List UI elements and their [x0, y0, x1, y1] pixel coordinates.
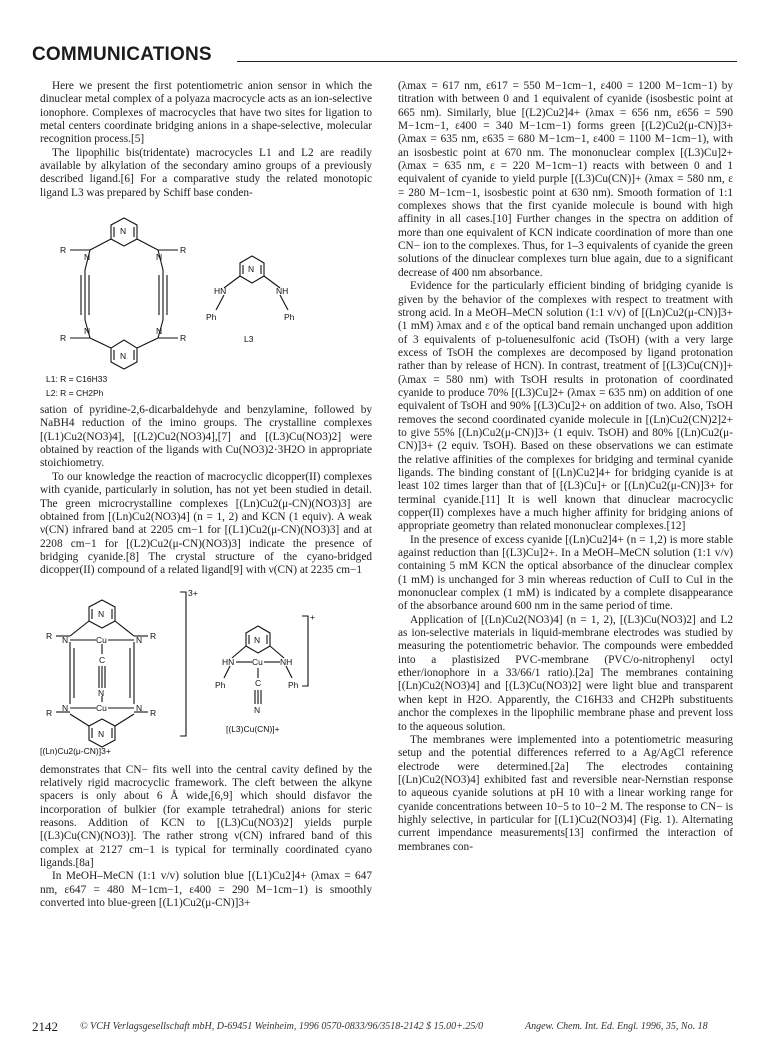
atom-label: N	[62, 702, 69, 713]
atom-label: HN	[222, 656, 235, 667]
atom-label: N	[254, 704, 261, 715]
ligand-definition-L2: L2: R = CH2Ph	[46, 388, 104, 399]
atom-label: N	[156, 326, 163, 337]
phenyl-label: Ph	[288, 679, 299, 690]
paragraph: To our knowledge the reaction of macrocyclic dicopper(II) complexes with cyanide, particularly in solution, has not yet been studied in detail. The green microcrystalline complexes [(Ln)Cu2(μ-CN)(NO3)3] are obtained from [(Ln)Cu2(NO3)4] (n = 1, 2) and KCN (1 equiv). A weak ν(CN) infrared band at 2205 cm−1 for [(L1)Cu2(μ-CN)(NO3)3] and at 2208 cm−1 for [(L2)Cu2(μ-CN)(NO3)3] indicate the presence of bridging cyanide.[8] The crystal structure of the cyano-bridged dicopper(II) compound of a related ligand[9] with ν(CN) at 2235 cm−1	[40, 470, 372, 577]
paragraph: Evidence for the particularly efficient binding of bridging cyanide is given by the behavior of the complexes with respect to treatment with strong acid. In a MeOH–MeCN solution (1:1 v/v) of [(Ln)Cu2(μ-CN)]3+ (1 mM) λmax and ε of the optical band remain unchanged upon addition of 3 equivalents of p-toluenesulfonic acid (TsOH) (with a very large excess of TsOH the complexes are decomposed by ligand protonation rather than by release of HCN). In contrast, treatment of [(L3)Cu(CN)]+ (λmax = 580 nm) with TsOH results in protonation of coordinated cyanide to produce 70% [(L3)Cu]2+ (λmax = 635 nm) on addition of one equivalent of TsOH and 90% [(L3)Cu]2+ on addition of two. Also, TsOH removes the second coordinated cyanide molecule in [(Ln)Cu2(CN)2]2+ to give 55% [(Ln)Cu2(μ-CN)]3+ (1 equiv. TsOH) and 80% [(Ln)Cu2(μ-CN)]3+ (2 equiv. TsOH). Based on these observations we can estimate the relative affinities of the complexes for bridging and terminal cyanide ligands. The binding constant of [(Ln)Cu2]4+ for bridging cyanide is at least 102 times larger than that of [(L3)Cu]+ or [(Ln)Cu2(μ-CN)]3+ for terminal cyanide.[11] It is well known that dinuclear macrocyclic copper(II) complexes have a much higher affinity for bridging anions of appropriate geometry than related mononuclear complexes.[12]	[398, 280, 733, 533]
page-number: 2142	[32, 1019, 58, 1034]
atom-label: N	[84, 326, 91, 337]
ligand-structures-figure	[40, 210, 372, 400]
paragraph: Here we present the first potentiometric anion sensor in which the dinuclear metal complex of a polyaza macrocycle acts as an ion-selective ionophore. Complexes of macrocycles that have two sites for ligation to metal centers coordinate bridging anions in a shape-selective, molecular recognition process.[5]	[40, 80, 372, 146]
left-column	[40, 80, 372, 910]
phenyl-label: Ph	[206, 312, 217, 323]
complex-caption: [(Ln)Cu2(μ-CN)]3+	[40, 745, 111, 756]
r-group-label: R	[180, 245, 187, 256]
atom-label: N	[98, 687, 105, 698]
atom-label: N	[156, 252, 163, 263]
phenyl-label: Ph	[284, 312, 295, 323]
r-group-label: R	[60, 333, 67, 344]
ligand-label-L3: L3	[244, 334, 254, 345]
r-group-label: R	[150, 707, 157, 718]
paragraph: Application of [(Ln)Cu2(NO3)4] (n = 1, 2), [(L3)Cu(NO3)2] and L2 as ion-selective materials in liquid-membrane electrodes was studied by measuring the potentiometric behavior. The compounds were embedded into a plastisized PVC-membrane (PVC/o-nitrophenyl octyl ether/ionophore in a 33/66/1 ratio).[2a] The membranes containing [(Ln)Cu2(NO3)4] and [(L3)Cu(NO3)2] were light blue and transparent when kept in H2O. Apparently, the C16H33 and CH2Ph substituents anchor the complexes in the lipophilic membrane phase and prevent loss to the aqueous solution.	[398, 613, 733, 733]
atom-label: HN	[214, 286, 227, 297]
atom-label: N	[136, 634, 143, 645]
phenyl-label: Ph	[215, 679, 226, 690]
r-group-label: R	[150, 630, 157, 641]
atom-label: C	[255, 677, 262, 688]
atom-label: N	[84, 252, 91, 263]
paragraph: The membranes were implemented into a potentiometric measuring setup and the potential differences referred to a Ag/AgCl reference electrode were determined.[2a] The electrodes containing [(Ln)Cu2(NO3)4] exhibited fast and reversible near-Nernstian response to aqueous cyanide solutions at pH 10 with a linear working range for cyanide concentrations between 10−5 to 10−2 M. The response to CN− is highly selective, in particular for [(L1)Cu2(NO3)4] (Fig. 1). Alternating current impendance measurements[13] confirmed the interaction of membranes con-	[398, 733, 733, 853]
atom-label: C	[99, 654, 106, 665]
publisher-line: © VCH Verlagsgesellschaft mbH, D-69451 Weinheim, 1996 0570-0833/96/3518-2142 $ 15.00+.25/0	[80, 1021, 484, 1032]
journal-citation: Angew. Chem. Int. Ed. Engl. 1996, 35, No. 18	[525, 1021, 708, 1032]
atom-label: N	[120, 351, 127, 362]
r-group-label: R	[60, 245, 67, 256]
ligand-structures-drawing	[40, 210, 372, 400]
section-title: COMMUNICATIONS	[32, 44, 212, 65]
atom-label: NH	[276, 286, 289, 297]
paragraph: In the presence of excess cyanide [(Ln)Cu2]4+ (n = 1,2) is more stable against reduction than [(L3)Cu]2+. In a MeOH–MeCN solution (1:1 v/v) containing 5 mM KCN the optical absorbance of the dinuclear complex (1 mM) is unchanged for 3 min whereas reduction of CuII to CuI in the mononuclear complex (1 mM) is indicated by a complete disappearance of the absorbance around 600 nm in the same period of time.	[398, 533, 733, 613]
ligand-definition-L1: L1: R = C16H33	[46, 374, 108, 385]
right-column	[398, 80, 733, 854]
atom-label: N	[98, 728, 105, 739]
paragraph: demonstrates that CN− fits well into the central cavity defined by the relatively rigid macrocyclic framework. The cleft between the alkyne spacers is only about 6 Å wide,[6,9] which should disfavor the incorporation of bulkier (for example tetrahedral) anions for steric reasons. Addition of KCN to [(L3)Cu(NO3)2] yields purple [(L3)Cu(CN)(NO3)]. The rather strong ν(CN) infrared band of this complex at 2127 cm−1 is typical for terminally coordinated cyano ligands.[8a]	[40, 763, 372, 869]
atom-label: N	[248, 264, 255, 275]
atom-label: N	[120, 226, 127, 237]
atom-label: N	[254, 634, 261, 645]
copper-label: Cu	[252, 656, 263, 667]
charge-label: 3+	[188, 587, 198, 598]
paragraph: The lipophilic bis(tridentate) macrocycles L1 and L2 are readily available by alkylation of the secondary amino groups of a previously described ligand.[6] For a comparative study the related monotopic ligand L3 was prepared by Schiff base conden-	[40, 146, 372, 199]
r-group-label: R	[180, 333, 187, 344]
paragraph: (λmax = 617 nm, ε617 = 550 M−1cm−1, ε400 = 1200 M−1cm−1) by titration with between 0 and 1 equivalent of cyanide (isosbestic point at 665 nm). Similarly, blue [(L2)Cu2]4+ (λmax = 656 nm, ε656 = 590 M−1cm−1, ε400 = 340 M−1cm−1) forms green [(L2)Cu2(μ-CN)]3+ (λmax = 635 nm, ε635 = 680 M−1cm−1, ε400 = 1100 M−1cm−1), with an isosbestic point at 670 nm. The mononuclear complex [(L3)Cu]2+ (λmax = 635 nm, ε = 220 M−1cm−1) reacts with between 0 and 1 equivalent of cyanide to yield purple [(L3)Cu(CN)]+ (λmax = 580 nm, ε = 280 M−1cm−1, isosbestic point at 630 nm). Smooth formation of 1:1 complexes shows that the first cyanide molecule is bound with high affinity in all cases.[10] Further changes in the spectra on addition of more than one equivalent of KCN indicate coordination of more than one CN− ion to the complexes. Thus, for 1–3 equivalents of cyanide the green solutions of the dinuclear complexes turn blue again, due to a significant decrease of 400 nm absorbance.	[398, 80, 733, 279]
atom-label: N	[136, 702, 143, 713]
complex-structures-drawing	[40, 586, 372, 758]
r-group-label: R	[46, 707, 53, 718]
paragraph: sation of pyridine-2,6-dicarbaldehyde and benzylamine, followed by NaBH4 reduction of the imino groups. The crystalline complexes [(L1)Cu2(NO3)4], [(L2)Cu2(NO3)4],[7] and [(L3)Cu(NO3)2] were obtained by reaction of the ligands with Cu(NO3)2·3H2O in appropriate stoichiometry.	[40, 404, 372, 470]
atom-label: N	[62, 634, 69, 645]
complex-structures-figure	[40, 586, 372, 758]
atom-label: N	[98, 608, 105, 619]
copper-label: Cu	[96, 634, 107, 645]
complex-caption: [(L3)Cu(CN)]+	[226, 723, 280, 734]
charge-label: +	[310, 611, 315, 622]
r-group-label: R	[46, 630, 53, 641]
header-rule	[237, 61, 737, 62]
atom-label: NH	[280, 656, 293, 667]
paragraph: In MeOH–MeCN (1:1 v/v) solution blue [(L1)Cu2]4+ (λmax = 647 nm, ε647 = 480 M−1cm−1, ε400 = 290 M−1cm−1) is smoothly converted into blue-green [(L1)Cu2(μ-CN)]3+	[40, 870, 372, 909]
page-header	[32, 44, 737, 68]
copper-label: Cu	[96, 702, 107, 713]
